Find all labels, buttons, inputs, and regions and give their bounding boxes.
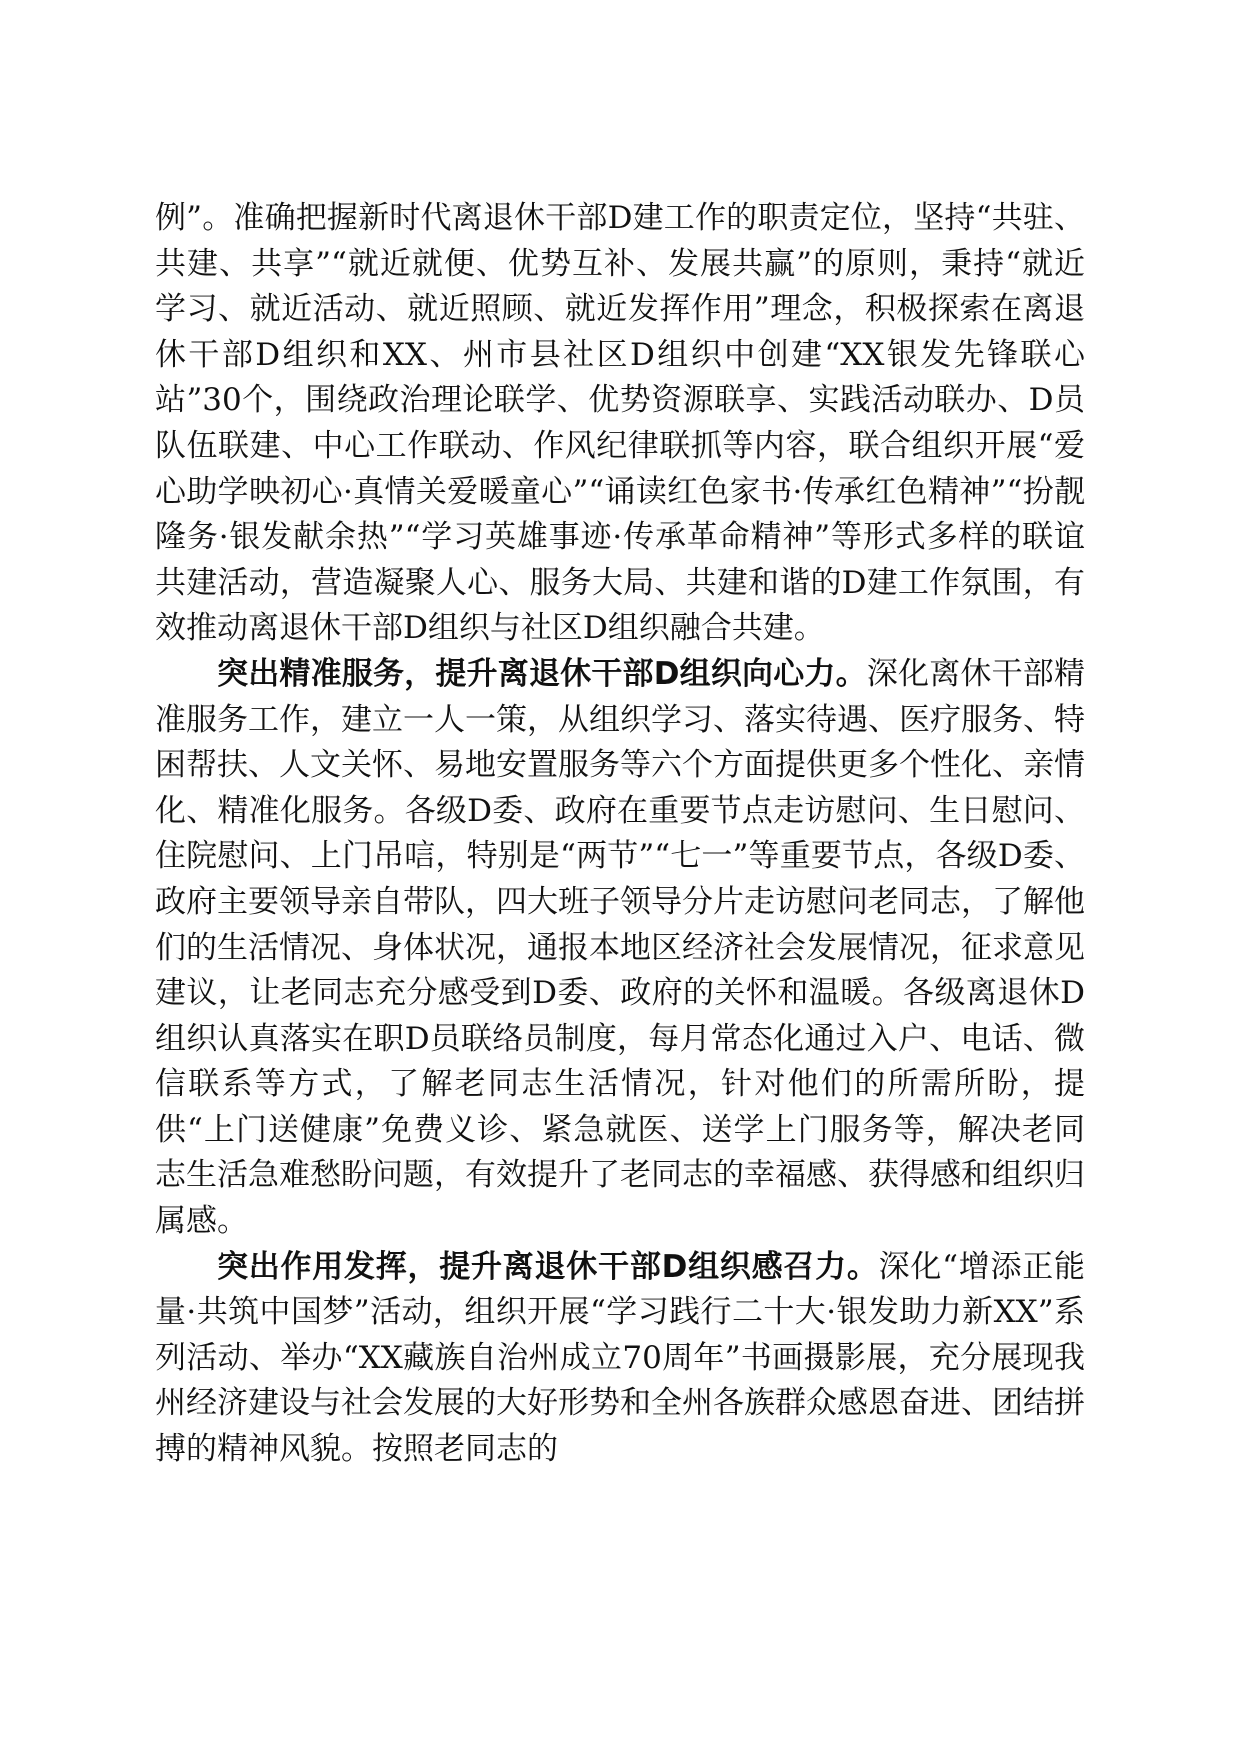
paragraph-2-text: 深化离休干部精准服务工作，建立一人一策，从组织学习、落实待遇、医疗服务、特困帮扶、人文关怀、易地安置服务等六个方面提供更多个性化、亲情化、精准化服务。各级D委、政府在重要节点走访慰问、生日慰问、住院慰问、上门吊唁，特别是“两节”“七一”等重要节点，各级D委、政府主要领导亲自带队，四大班子领导分片走访慰问老同志，了解他们的生活情况、身体状况，通报本地区经济社会发展情况，征求意见建议，让老同志充分感受到D委、政府的关怀和温暖。各级离退休D组织认真落实在职D员联络员制度，每月常态化通过入户、电话、微信联系等方式，了解老同志生活情况，针对他们的所需所盼，提供“上门送健康”免费义诊、紧急就医、送学上门服务等，解决老同志生活急难愁盼问题，有效提升了老同志的幸福感、获得感和组织归属感。 <box>155 655 1085 1240</box>
document-page <box>155 196 1085 1473</box>
paragraph-1 <box>155 196 1085 652</box>
paragraph-2-heading: 突出精准服务，提升离退休干部D组织向心力。 <box>217 655 867 692</box>
paragraph-1-text: 例”。准确把握新时代离退休干部D建工作的职责定位，坚持“共驻、共建、共享”“就近就便、优势互补、发展共赢”的原则，秉持“就近学习、就近活动、就近照顾、就近发挥作用”理念，积极探索在离退休干部D组织和XX、州市县社区D组织中创建“XX银发先锋联心站”30个，围绕政治理论联学、优势资源联享、实践活动联办、D员队伍联建、中心工作联动、作风纪律联抓等内容，联合组织开展“爱心助学映初心·真情关爱暖童心”“诵读红色家书·传承红色精神”“扮靓隆务·银发献余热”“学习英雄事迹·传承革命精神”等形式多样的联谊共建活动，营造凝聚人心、服务大局、共建和谐的D建工作氛围，有效推动离退休干部D组织与社区D组织融合共建。 <box>155 200 1085 647</box>
paragraph-3-heading: 突出作用发挥，提升离退休干部D组织感召力。 <box>217 1248 879 1285</box>
paragraph-2 <box>155 652 1085 1245</box>
paragraph-3-text: 深化“增添正能量·共筑中国梦”活动，组织开展“学习践行二十大·银发助力新XX”系列活动、举办“XX藏族自治州成立70周年”书画摄影展，充分展现我州经济建设与社会发展的大好形势和全州各族群众感恩奋进、团结拼搏的精神风貌。按照老同志的 <box>155 1248 1085 1468</box>
paragraph-3 <box>155 1245 1085 1473</box>
